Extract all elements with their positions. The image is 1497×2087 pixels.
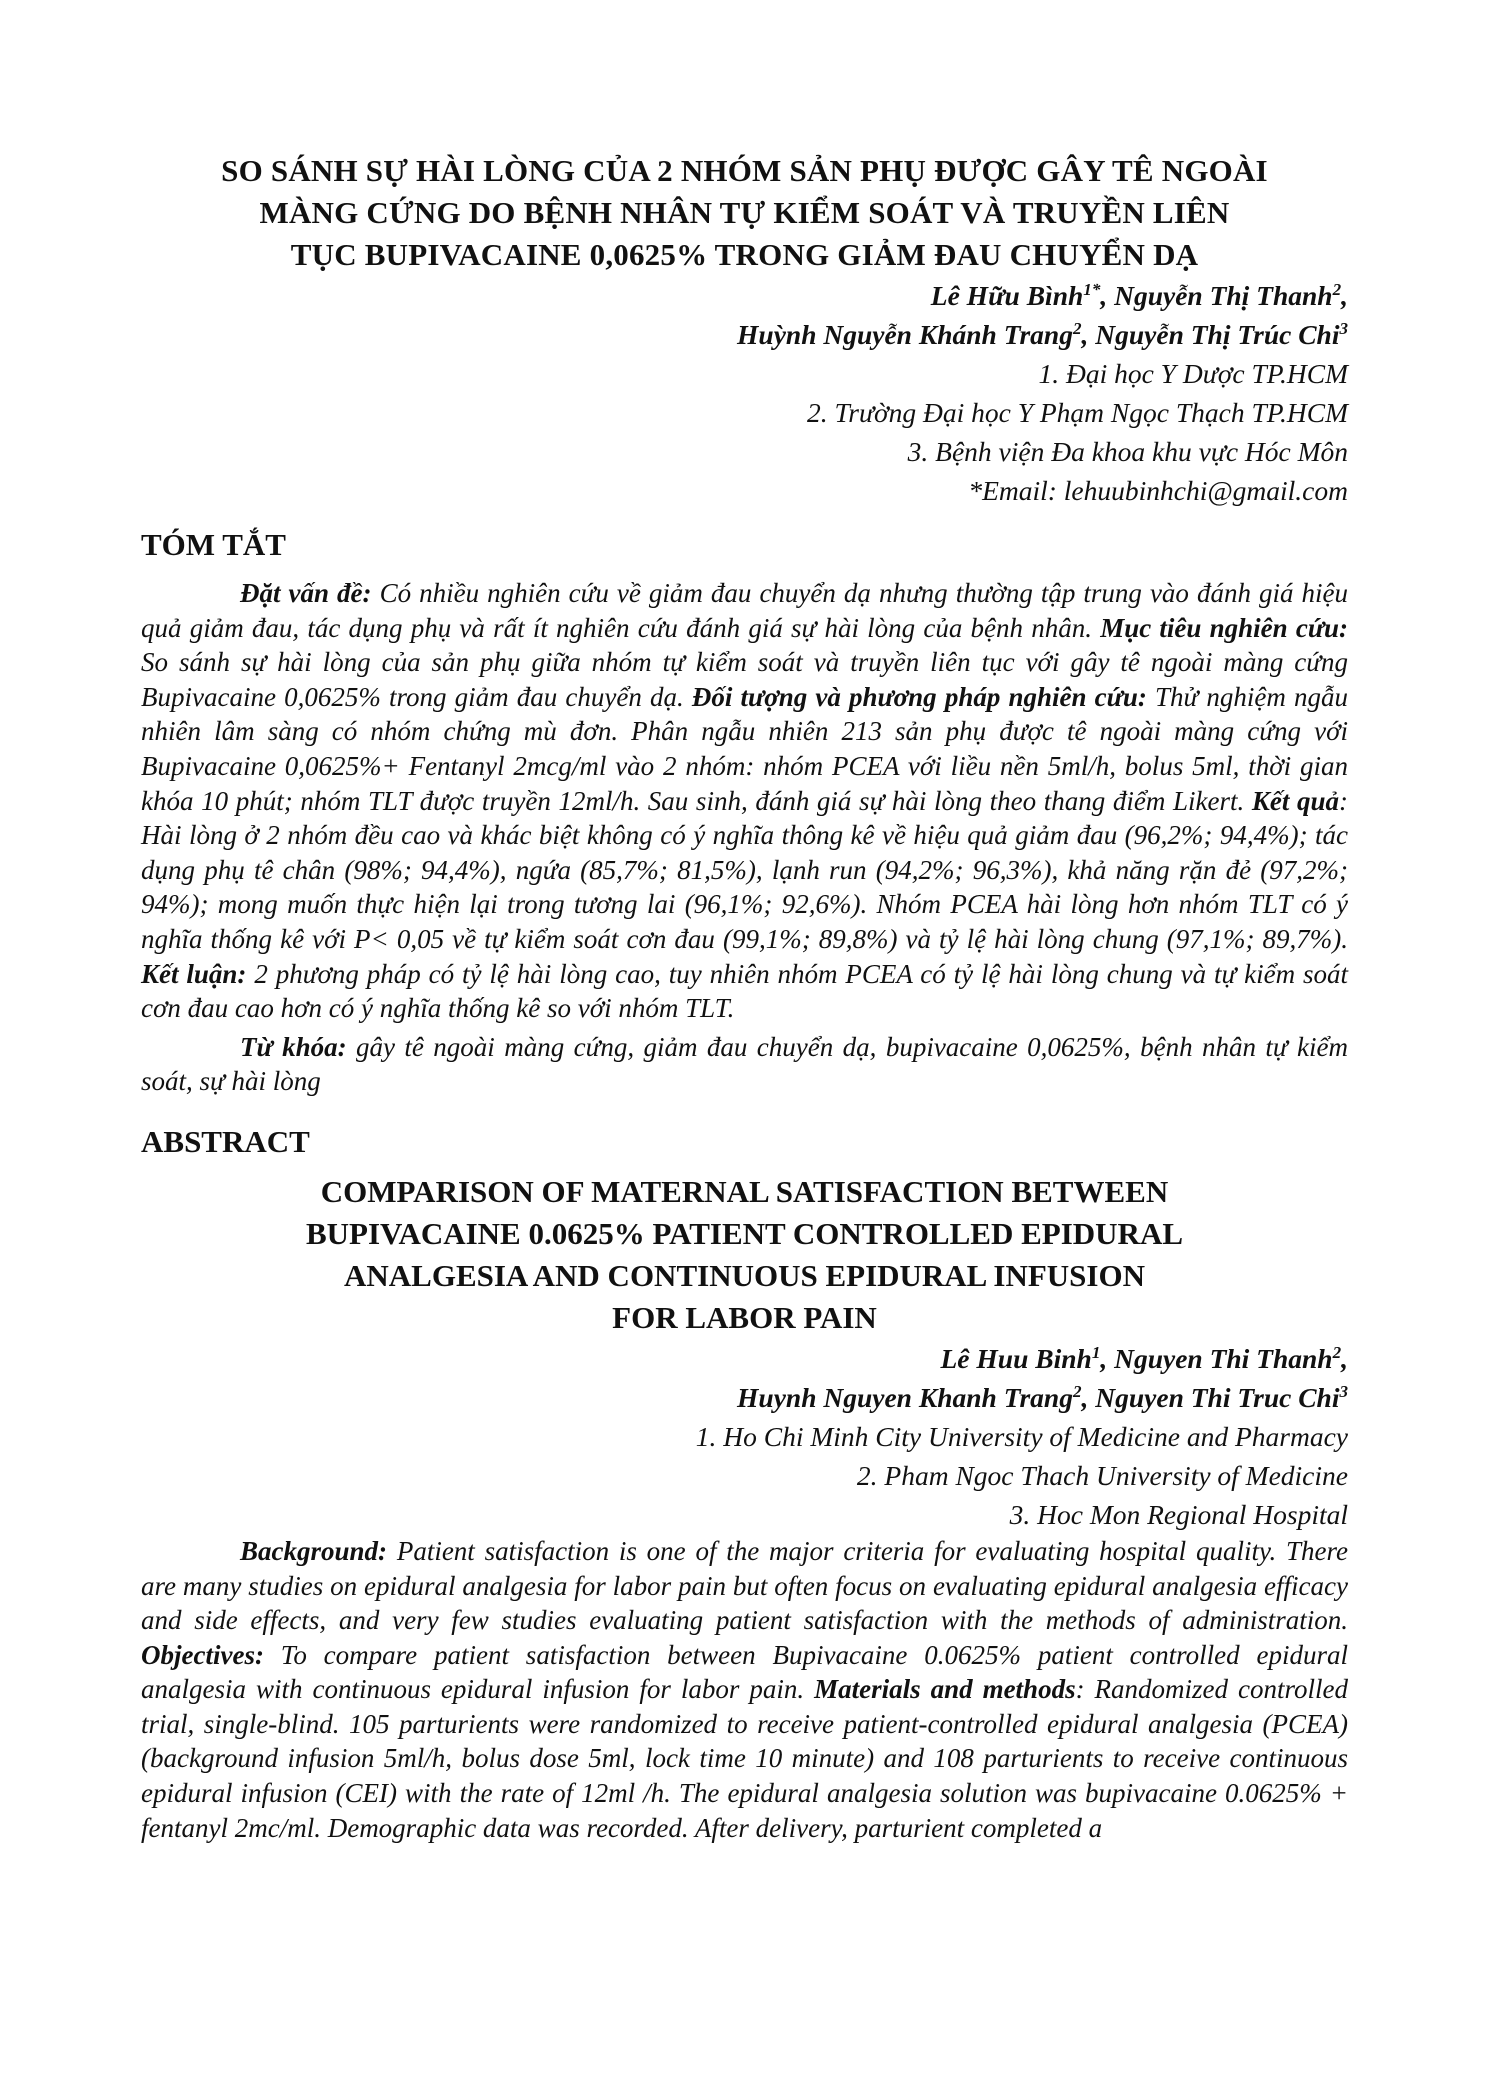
- section-text: So sánh sự hài lòng của sản phụ giữa nhóm tự kiểm soát và truyền liên tục với gây tê ngoài màng cứng Bupivacaine 0,0625% trong giảm đau chuyển dạ.: [141, 647, 1348, 712]
- author-name: Nguyễn Thị Trúc Chi: [1095, 319, 1340, 350]
- author-separator: ,: [1341, 280, 1348, 311]
- en-title-line: COMPARISON OF MATERNAL SATISFACTION BETWEEN: [320, 1173, 1169, 1209]
- section-label: Kết quả: [1251, 785, 1339, 816]
- author-separator: ,: [1081, 1381, 1096, 1413]
- vi-authors-line-1: [141, 276, 1348, 315]
- corresponding-email: *Email: lehuubinhchi@gmail.com: [968, 475, 1348, 506]
- keywords-label: Từ khóa:: [240, 1031, 347, 1062]
- en-authors-line-1: [141, 1339, 1348, 1378]
- author-separator: ,: [1081, 319, 1096, 350]
- author-affil-mark: 3: [1339, 318, 1348, 338]
- author-affil-mark: 1: [1091, 1342, 1101, 1362]
- author-separator: ,: [1341, 1342, 1348, 1374]
- section-label: Mục tiêu nghiên cứu:: [1100, 612, 1348, 643]
- en-affiliation: 1. Ho Chi Minh City University of Medicine and Pharmacy: [695, 1420, 1348, 1452]
- en-affiliation: 3. Hoc Mon Regional Hospital: [1009, 1498, 1348, 1530]
- author-name: Nguyen Thi Truc Chi: [1095, 1381, 1340, 1413]
- vi-affiliation: 3. Bệnh viện Đa khoa khu vực Hóc Môn: [907, 436, 1348, 467]
- vi-title-line: TỤC BUPIVACAINE 0,0625% TRONG GIẢM ĐAU CHUYỂN DẠ: [290, 237, 1199, 272]
- section-label: Kết luận:: [141, 958, 247, 989]
- section-label: Objectives:: [141, 1639, 264, 1670]
- keywords-text: gây tê ngoài màng cứng, giảm đau chuyển dạ, bupivacaine 0,0625%, bệnh nhân tự kiểm soát, sự hài lòng: [141, 1031, 1348, 1097]
- section-text: : Randomized controlled trial, single-blind. 105 parturients were randomized to receive patient-controlled epidural analgesia (PCEA) (background infusion 5ml/h, bolus dose 5ml, lock time 10 minute) and 108 parturients to receive continuous epidural infusion (CEI) with the rate of 12ml /h. The epidural analgesia solution was bupivacaine 0.0625% + fentanyl 2mc/ml. Demographic data was recorded. After delivery, parturient completed a: [141, 1674, 1348, 1843]
- author-affil-mark: 2: [1332, 279, 1342, 299]
- author-affil-mark: 2: [1072, 318, 1082, 338]
- en-title-line: FOR LABOR PAIN: [612, 1299, 877, 1335]
- en-title: [141, 1171, 1348, 1339]
- vi-title: [141, 150, 1348, 276]
- author-affil-mark: 3: [1339, 1381, 1348, 1401]
- section-label: Đối tượng và phương pháp nghiên cứu:: [691, 681, 1147, 712]
- en-abstract-paragraph: [141, 1534, 1348, 1845]
- vi-keywords: [141, 1030, 1348, 1099]
- vi-abstract-paragraph: [141, 576, 1348, 1026]
- section-text: To compare patient satisfaction between Bupivacaine 0.0625% patient controlled epidural analgesia with continuous epidural infusion for labor pain.: [141, 1639, 1348, 1705]
- author-separator: ,: [1100, 1342, 1115, 1374]
- author-name: Nguyen Thi Thanh: [1114, 1342, 1333, 1374]
- author-affil-mark: 2: [1072, 1381, 1082, 1401]
- author-affil-mark: 2: [1332, 1342, 1342, 1362]
- section-label: Đặt vấn đề:: [240, 578, 372, 608]
- vi-title-line: SO SÁNH SỰ HÀI LÒNG CỦA 2 NHÓM SẢN PHỤ ĐƯỢC GÂY TÊ NGOÀI: [221, 153, 1268, 188]
- author-name: Lê Hữu Bình: [930, 280, 1084, 311]
- en-title-line: BUPIVACAINE 0.0625% PATIENT CONTROLLED EPIDURAL: [305, 1215, 1184, 1251]
- vi-title-line: MÀNG CỨNG DO BỆNH NHÂN TỰ KIỂM SOÁT VÀ TRUYỀN LIÊN: [259, 195, 1230, 230]
- section-text: Patient satisfaction is one of the major criteria for evaluating hospital quality. There are many studies on epidural analgesia for labor pain but often focus on evaluating epidural analgesia efficacy and side effects, and very few studies evaluating patient satisfaction with the methods of administration.: [141, 1535, 1348, 1636]
- vi-authors-line-2: [141, 315, 1348, 354]
- paper-page: [141, 150, 1348, 1845]
- abstract-heading: ABSTRACT: [141, 1123, 310, 1159]
- vi-affiliation: 1. Đại học Y Dược TP.HCM: [1038, 358, 1348, 389]
- section-text: : Hài lòng ở 2 nhóm đều cao và khác biệt không có ý nghĩa thông kê về hiệu quả giảm đau (96,2%; 94,4%); tác dụng phụ tê chân (98%; 94,4%), ngứa (85,7%; 81,5%), lạnh run (94,2%; 96,3%), khả năng rặn đẻ (97,2%; 94%); mong muốn thực hiện lại trong tương lai (96,1%; 92,6%). Nhóm PCEA hài lòng hơn nhóm TLT có ý nghĩa thống kê với P< 0,05 về tự kiểm soát cơn đau (99,1%; 89,8%) và tỷ lệ hài lòng chung (97,1%; 89,7%).: [141, 785, 1348, 954]
- author-separator: ,: [1100, 280, 1115, 311]
- author-name: Huynh Nguyen Khanh Trang: [737, 1381, 1073, 1413]
- section-label: Background:: [240, 1535, 388, 1566]
- summary-heading: TÓM TẮT: [141, 527, 286, 562]
- section-text: 2 phương pháp có tỷ lệ hài lòng cao, tuy nhiên nhóm PCEA có tỷ lệ hài lòng chung và tự kiểm soát cơn đau cao hơn có ý nghĩa thống kê so với nhóm TLT.: [141, 958, 1348, 1024]
- author-name: Huỳnh Nguyễn Khánh Trang: [737, 319, 1073, 350]
- section-text: Thử nghiệm ngẫu nhiên lâm sàng có nhóm chứng mù đơn. Phân ngẫu nhiên 213 sản phụ được tê ngoài màng cứng với Bupivacaine 0,0625%+ Fentanyl 2mcg/ml vào 2 nhóm: nhóm PCEA với liều nền 5ml/h, bolus 5ml, thời gian khóa 10 phút; nhóm TLT được truyền 12ml/h. Sau sinh, đánh giá sự hài lòng theo thang điểm Likert.: [141, 681, 1348, 816]
- section-label: Materials and methods: [814, 1674, 1076, 1705]
- author-affil-mark: 1*: [1083, 279, 1101, 299]
- en-affiliation: 2. Pham Ngoc Thach University of Medicine: [856, 1459, 1348, 1491]
- author-name: Nguyễn Thị Thanh: [1114, 280, 1333, 311]
- author-name: Lê Huu Binh: [940, 1342, 1092, 1374]
- section-text: Có nhiều nghiên cứu về giảm đau chuyển dạ nhưng thường tập trung vào đánh giá hiệu quả giảm đau, tác dụng phụ và rất ít nghiên cứu đánh giá sự hài lòng của bệnh nhân.: [141, 578, 1349, 643]
- en-authors-line-2: [141, 1378, 1348, 1417]
- en-title-line: ANALGESIA AND CONTINUOUS EPIDURAL INFUSION: [344, 1257, 1145, 1293]
- vi-affiliation: 2. Trường Đại học Y Phạm Ngọc Thạch TP.HCM: [806, 397, 1348, 428]
